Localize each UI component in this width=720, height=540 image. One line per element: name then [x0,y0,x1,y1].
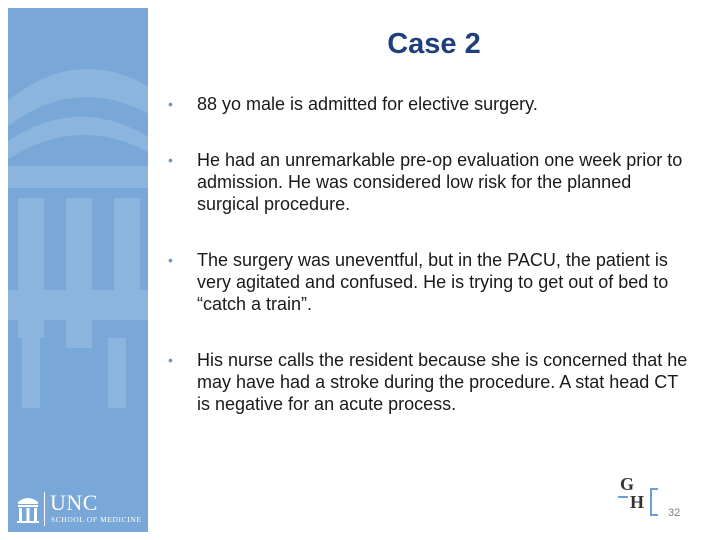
bullet-item [168,93,688,115]
bullet-list [168,93,688,415]
old-well-icon [16,494,40,524]
bullet-item [168,349,688,415]
ghe-accent-bar [650,488,658,490]
page-number: 32 [668,507,681,519]
bullet-glyph: • [168,152,173,168]
bullet-item [168,249,688,315]
logo-divider [44,492,45,526]
ghe-accent-bar [618,496,628,498]
ghe-letter-g: G [620,474,635,494]
ghe-accent-bar [650,514,658,516]
bullet-text: The surgery was uneventful, but in the PACU, the patient is very agitated and confused. He is trying to get out of bed to “catch a train”. [197,250,669,314]
bullet-text: He had an unremarkable pre-op evaluation one week prior to admission. He was considered low risk for the planned surgical procedure. [197,150,683,214]
bullet-glyph: • [168,352,173,368]
bullet-text: 88 yo male is admitted for elective surgery. [197,94,538,114]
slide-title: Case 2 [387,28,481,60]
ghe-accent-bar [650,488,652,516]
bullet-glyph: • [168,96,173,112]
school-of-medicine-label: SCHOOL OF MEDICINE [51,515,142,524]
ghe-logo [616,474,664,518]
bullet-text: His nurse calls the resident because she is concerned that he may have had a stroke during the procedure. A stat head CT is negative for an acute process. [197,350,688,414]
ghe-letter-h: H [630,492,645,512]
sidebar-panel [8,8,148,532]
old-well-watermark-icon [8,8,148,532]
unc-wordmark: UNC [50,490,98,515]
bullet-item [168,149,688,215]
bullet-glyph: • [168,252,173,268]
unc-logo [16,492,148,528]
